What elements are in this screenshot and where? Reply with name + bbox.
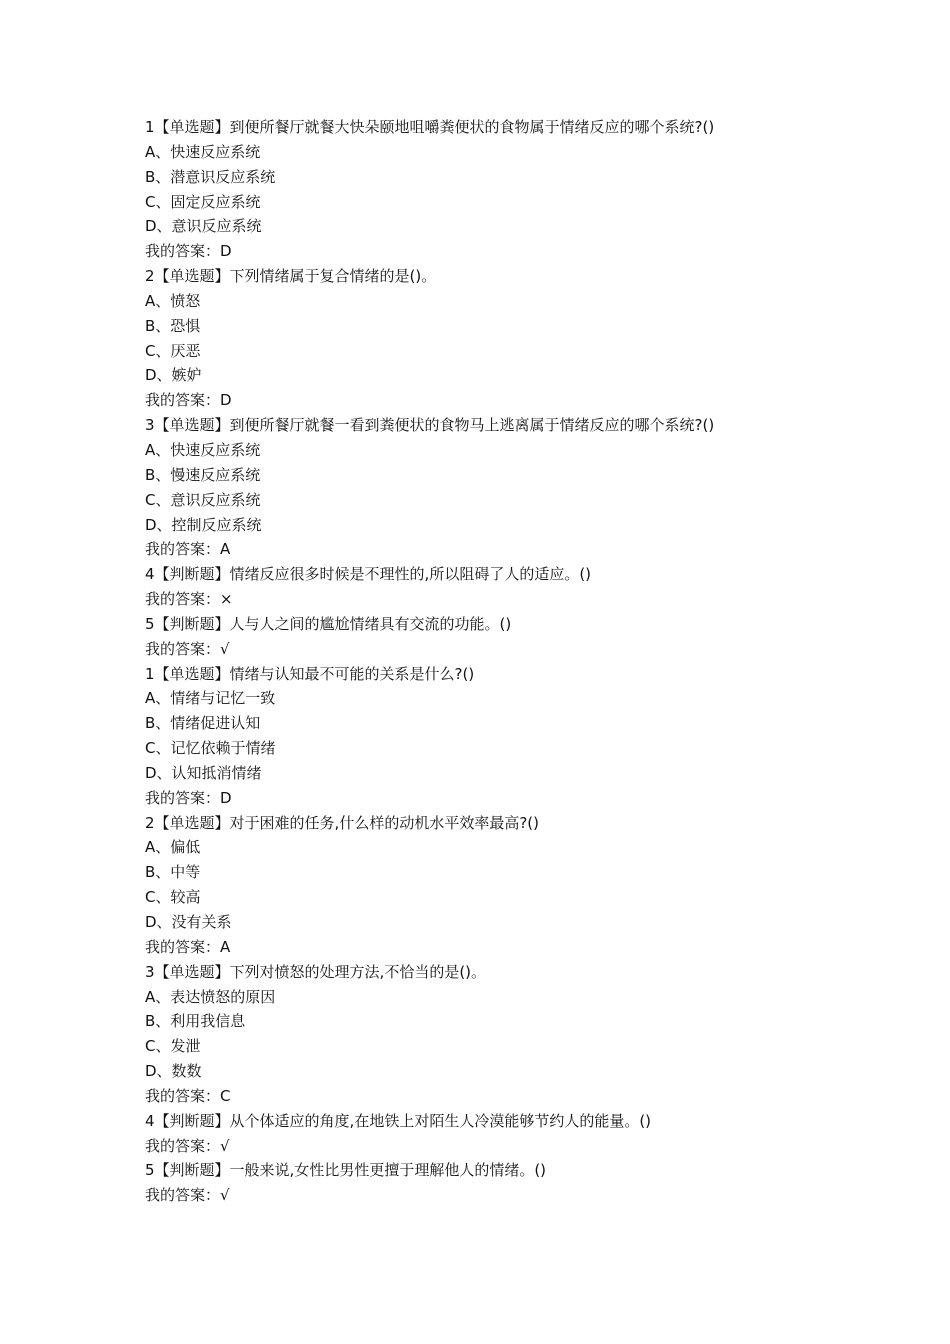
question-8-option-a: A、表达愤怒的原因 — [145, 987, 276, 1006]
question-3-answer: 我的答案：A — [145, 540, 231, 559]
question-9-answer: 我的答案：√ — [145, 1136, 230, 1155]
question-3-option-b: B、慢速反应系统 — [145, 465, 261, 484]
question-1-stem: 1【单选题】到便所餐厅就餐大快朵颐地咀嚼粪便状的食物属于情绪反应的哪个系统?() — [145, 118, 715, 136]
question-7-answer: 我的答案：A — [145, 937, 231, 956]
question-4-stem: 4【判断题】情绪反应很多时候是不理性的,所以阻碍了人的适应。() — [145, 565, 592, 584]
question-9-stem: 4【判断题】从个体适应的角度,在地铁上对陌生人冷漠能够节约人的能量。() — [145, 1111, 652, 1130]
question-1-answer: 我的答案：D — [145, 242, 232, 261]
question-1-option-d: D、意识反应系统 — [145, 217, 262, 236]
question-6-answer: 我的答案：D — [145, 788, 232, 807]
question-7-option-a: A、偏低 — [145, 838, 201, 857]
question-5-stem: 5【判断题】人与人之间的尴尬情绪具有交流的功能。() — [145, 614, 512, 633]
question-2-option-c: C、厌恶 — [145, 341, 201, 360]
question-2-stem: 2【单选题】下列情绪属于复合情绪的是()。 — [145, 267, 437, 286]
question-2-option-d: D、嫉妒 — [145, 366, 202, 385]
question-3-stem: 3【单选题】到便所餐厅就餐一看到粪便状的食物马上逃离属于情绪反应的哪个系统?() — [145, 416, 715, 435]
question-2-answer: 我的答案：D — [145, 391, 232, 410]
question-7-option-b: B、中等 — [145, 863, 201, 882]
question-1-option-b: B、潜意识反应系统 — [145, 167, 276, 186]
question-10-answer: 我的答案：√ — [145, 1186, 230, 1205]
question-6-option-b: B、情绪促进认知 — [145, 714, 261, 733]
question-7-option-d: D、没有关系 — [145, 913, 232, 931]
question-8-option-d: D、数数 — [145, 1062, 202, 1081]
question-10-stem: 5【判断题】一般来说,女性比男性更擅于理解他人的情绪。() — [145, 1161, 547, 1180]
question-3-option-a: A、快速反应系统 — [145, 440, 261, 459]
question-6-option-c: C、记忆依赖于情绪 — [145, 739, 276, 758]
question-7-stem: 2【单选题】对于困难的任务,什么样的动机水平效率最高?() — [145, 813, 539, 832]
question-2-option-b: B、恐惧 — [145, 316, 201, 335]
question-8-option-c: C、发泄 — [145, 1037, 201, 1056]
question-8-option-b: B、利用我信息 — [145, 1012, 246, 1031]
document-body — [145, 115, 865, 1208]
question-6-stem: 1【单选题】情绪与认知最不可能的关系是什么?() — [145, 664, 475, 683]
question-6-option-d: D、认知抵消情绪 — [145, 763, 262, 782]
question-1-option-a: A、快速反应系统 — [145, 142, 261, 161]
question-6-option-a: A、情绪与记忆一致 — [145, 689, 276, 708]
question-8-stem: 3【单选题】下列对愤怒的处理方法,不恰当的是()。 — [145, 962, 487, 981]
question-3-option-d: D、控制反应系统 — [145, 515, 262, 534]
question-7-option-c: C、较高 — [145, 888, 201, 907]
question-2-option-a: A、愤怒 — [145, 291, 201, 310]
question-1-option-c: C、固定反应系统 — [145, 192, 261, 211]
question-4-answer: 我的答案：× — [145, 590, 233, 609]
question-5-answer: 我的答案：√ — [145, 639, 230, 658]
question-3-option-c: C、意识反应系统 — [145, 490, 261, 509]
question-8-answer: 我的答案：C — [145, 1086, 231, 1105]
